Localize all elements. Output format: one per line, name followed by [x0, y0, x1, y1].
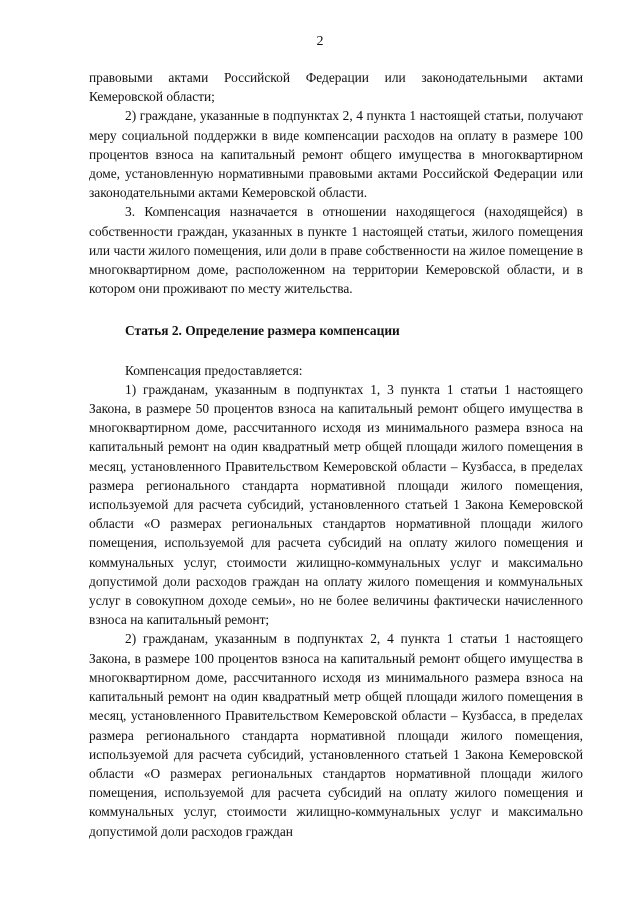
paragraph-item-2: 2) гражданe, указанные в подпунктах 2, 4 пункта 1 настоящей статьи, получают меру социальной поддержки в виде компенсации расходов на оплату в размере 100 процентов взноса на капитальный ремонт общего имущества в многоквартирном доме, установленную нормативными правовыми актами Российской Федерации или законодательными актами Кемеровской области.	[89, 108, 583, 201]
section-spacer	[89, 298, 583, 321]
article-heading: Статья 2. Определение размера компенсации	[125, 323, 400, 339]
paragraph-continuation: правовыми актами Российской Федерации или законодательными актами Кемеровской области;	[89, 70, 583, 105]
page-number: 2	[316, 34, 324, 49]
paragraph-subitem-1: 1) гражданам, указанным в подпунктах 1, 3 пункта 1 статьи 1 настоящего Закона, в размере 50 процентов взноса на капитальный ремонт общего имущества в многоквартирном доме, рассчитанного исходя из минимального размера взноса на капитальный ремонт на один квадратный метр общей площади жилого помещения в месяц, установленного Правительством Кемеровской области – Кузбасса, в пределах размера регионального стандарта нормативной площади жилого помещения, используемой для расчета субсидий, установленного статьей 1 Закона Кемеровской области «О размерах региональных стандартов нормативной площади жилого помещения, используемой для расчета субсидий на оплату жилого помещения и коммунальных услуг, стоимости жилищно-коммунальных услуг и максимально допустимой доли расходов граждан на оплату жилого помещения и коммунальных услуг в совокупном доходе семьи», но не более величины фактически начисленного взноса на капитальный ремонт;	[89, 381, 583, 628]
paragraph-item-3: 3. Компенсация назначается в отношении находящегося (находящейся) в собственности граждан, указанных в пункте 1 настоящей статьи, жилого помещения или части жилого помещения, или доли в праве собственности на жилое помещение в многоквартирном доме, расположенном на территории Кемеровской области, и в котором они проживают по месту жительства.	[89, 204, 583, 297]
paragraph-subitem-2: 2) гражданам, указанным в подпунктах 2, 4 пункта 1 статьи 1 настоящего Закона, в размере 100 процентов взноса на капитальный ремонт общего имущества в многоквартирном доме, рассчитанного исходя из минимального размера взноса на капитальный ремонт на один квадратный метр общей площади жилого помещения в месяц, установленного Правительством Кемеровской области – Кузбасса, в пределах размера регионального стандарта нормативной площади жилого помещения, используемой для расчета субсидий, установленного статьей 1 Закона Кемеровской области «О размерах региональных стандартов нормативной площади жилого помещения, используемой для расчета субсидий на оплату жилого помещения и коммунальных услуг, стоимости жилищно-коммунальных услуг и максимально допустимой доли расходов граждан	[89, 631, 583, 839]
document-body	[89, 68, 583, 841]
heading-spacer	[89, 341, 583, 361]
paragraph-intro: Компенсация предоставляется:	[125, 362, 303, 378]
